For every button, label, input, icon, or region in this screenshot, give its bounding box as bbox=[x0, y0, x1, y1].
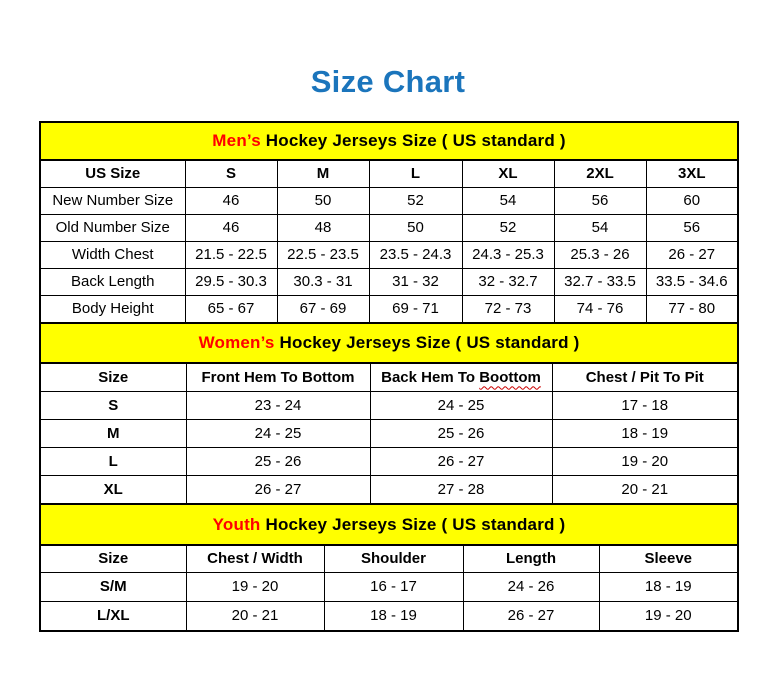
cell: 69 - 71 bbox=[369, 296, 462, 324]
cell: 48 bbox=[277, 215, 369, 242]
youth-section-header-row bbox=[40, 504, 738, 545]
cell: 29.5 - 30.3 bbox=[185, 269, 277, 296]
womens-size-table bbox=[39, 322, 739, 505]
row-label: L bbox=[40, 448, 186, 476]
youth-col-header: Chest / Width bbox=[186, 545, 324, 573]
cell: 20 - 21 bbox=[186, 602, 324, 632]
cell: 24 - 26 bbox=[463, 573, 599, 602]
cell: 30.3 - 31 bbox=[277, 269, 369, 296]
mens-col-header: L bbox=[369, 160, 462, 188]
cell: 26 - 27 bbox=[370, 448, 552, 476]
mens-col-header: XL bbox=[462, 160, 554, 188]
youth-header-row bbox=[40, 545, 738, 573]
row-label: L/XL bbox=[40, 602, 186, 632]
cell: 72 - 73 bbox=[462, 296, 554, 324]
womens-col-header: Chest / Pit To Pit bbox=[552, 363, 738, 392]
mens-header-row bbox=[40, 160, 738, 188]
cell: 52 bbox=[369, 188, 462, 215]
table-row bbox=[40, 392, 738, 420]
cell: 54 bbox=[462, 188, 554, 215]
mens-section-accent: Men’s bbox=[212, 131, 261, 151]
cell: 23 - 24 bbox=[186, 392, 370, 420]
table-row bbox=[40, 188, 738, 215]
row-label: M bbox=[40, 420, 186, 448]
womens-col-header-text: Back Hem To bbox=[381, 368, 476, 386]
table-row bbox=[40, 242, 738, 269]
womens-col-header: Size bbox=[40, 363, 186, 392]
cell: 25.3 - 26 bbox=[554, 242, 646, 269]
row-label: Back Length bbox=[40, 269, 185, 296]
cell: 56 bbox=[646, 215, 738, 242]
cell: 25 - 26 bbox=[186, 448, 370, 476]
cell: 22.5 - 23.5 bbox=[277, 242, 369, 269]
cell: 50 bbox=[369, 215, 462, 242]
mens-col-header: 2XL bbox=[554, 160, 646, 188]
row-label: New Number Size bbox=[40, 188, 185, 215]
mens-section-header-row bbox=[40, 122, 738, 160]
womens-section-header bbox=[40, 323, 738, 363]
table-row bbox=[40, 269, 738, 296]
cell: 23.5 - 24.3 bbox=[369, 242, 462, 269]
youth-col-header: Size bbox=[40, 545, 186, 573]
cell: 33.5 - 34.6 bbox=[646, 269, 738, 296]
page-title: Size Chart bbox=[310, 64, 466, 99]
cell: 26 - 27 bbox=[463, 602, 599, 632]
table-row bbox=[40, 602, 738, 632]
cell: 32.7 - 33.5 bbox=[554, 269, 646, 296]
cell: 18 - 19 bbox=[552, 420, 738, 448]
cell: 60 bbox=[646, 188, 738, 215]
mens-col-header: 3XL bbox=[646, 160, 738, 188]
cell: 52 bbox=[462, 215, 554, 242]
row-label: Body Height bbox=[40, 296, 185, 324]
youth-col-header: Length bbox=[463, 545, 599, 573]
mens-col-header: M bbox=[277, 160, 369, 188]
table-row bbox=[40, 420, 738, 448]
cell: 19 - 20 bbox=[552, 448, 738, 476]
cell: 26 - 27 bbox=[646, 242, 738, 269]
mens-section-header bbox=[40, 122, 738, 160]
youth-size-table bbox=[39, 503, 739, 632]
cell: 19 - 20 bbox=[186, 573, 324, 602]
table-row bbox=[40, 448, 738, 476]
table-row bbox=[40, 296, 738, 324]
womens-header-row bbox=[40, 363, 738, 392]
cell: 31 - 32 bbox=[369, 269, 462, 296]
cell: 24.3 - 25.3 bbox=[462, 242, 554, 269]
row-label: S bbox=[40, 392, 186, 420]
size-chart-tables bbox=[39, 121, 737, 632]
cell: 56 bbox=[554, 188, 646, 215]
womens-col-header: Front Hem To Bottom bbox=[186, 363, 370, 392]
cell: 32 - 32.7 bbox=[462, 269, 554, 296]
cell: 26 - 27 bbox=[186, 476, 370, 505]
mens-section-title: Hockey Jerseys Size ( US standard ) bbox=[265, 131, 566, 151]
cell: 46 bbox=[185, 188, 277, 215]
cell: 54 bbox=[554, 215, 646, 242]
womens-col-header bbox=[370, 363, 552, 392]
cell: 27 - 28 bbox=[370, 476, 552, 505]
cell: 65 - 67 bbox=[185, 296, 277, 324]
row-label: Old Number Size bbox=[40, 215, 185, 242]
youth-section-title: Hockey Jerseys Size ( US standard ) bbox=[265, 514, 566, 534]
womens-section-header-row bbox=[40, 323, 738, 363]
cell: 18 - 19 bbox=[324, 602, 463, 632]
row-label: XL bbox=[40, 476, 186, 505]
mens-size-table bbox=[39, 121, 739, 324]
row-label: Width Chest bbox=[40, 242, 185, 269]
womens-section-accent: Women’s bbox=[198, 333, 275, 353]
cell: 46 bbox=[185, 215, 277, 242]
cell: 74 - 76 bbox=[554, 296, 646, 324]
misspelled-word-with-squiggle: Boottom bbox=[479, 368, 541, 386]
cell: 19 - 20 bbox=[599, 602, 738, 632]
womens-section-title: Hockey Jerseys Size ( US standard ) bbox=[279, 333, 580, 353]
cell: 17 - 18 bbox=[552, 392, 738, 420]
cell: 50 bbox=[277, 188, 369, 215]
cell: 24 - 25 bbox=[370, 392, 552, 420]
cell: 24 - 25 bbox=[186, 420, 370, 448]
row-label: S/M bbox=[40, 573, 186, 602]
youth-col-header: Shoulder bbox=[324, 545, 463, 573]
cell: 18 - 19 bbox=[599, 573, 738, 602]
table-row bbox=[40, 215, 738, 242]
youth-section-header bbox=[40, 504, 738, 545]
cell: 77 - 80 bbox=[646, 296, 738, 324]
cell: 25 - 26 bbox=[370, 420, 552, 448]
table-row bbox=[40, 573, 738, 602]
cell: 20 - 21 bbox=[552, 476, 738, 505]
table-row bbox=[40, 476, 738, 505]
cell: 21.5 - 22.5 bbox=[185, 242, 277, 269]
youth-section-accent: Youth bbox=[212, 514, 261, 534]
cell: 67 - 69 bbox=[277, 296, 369, 324]
cell: 16 - 17 bbox=[324, 573, 463, 602]
mens-col-header: S bbox=[185, 160, 277, 188]
youth-col-header: Sleeve bbox=[599, 545, 738, 573]
mens-col-header: US Size bbox=[40, 160, 185, 188]
